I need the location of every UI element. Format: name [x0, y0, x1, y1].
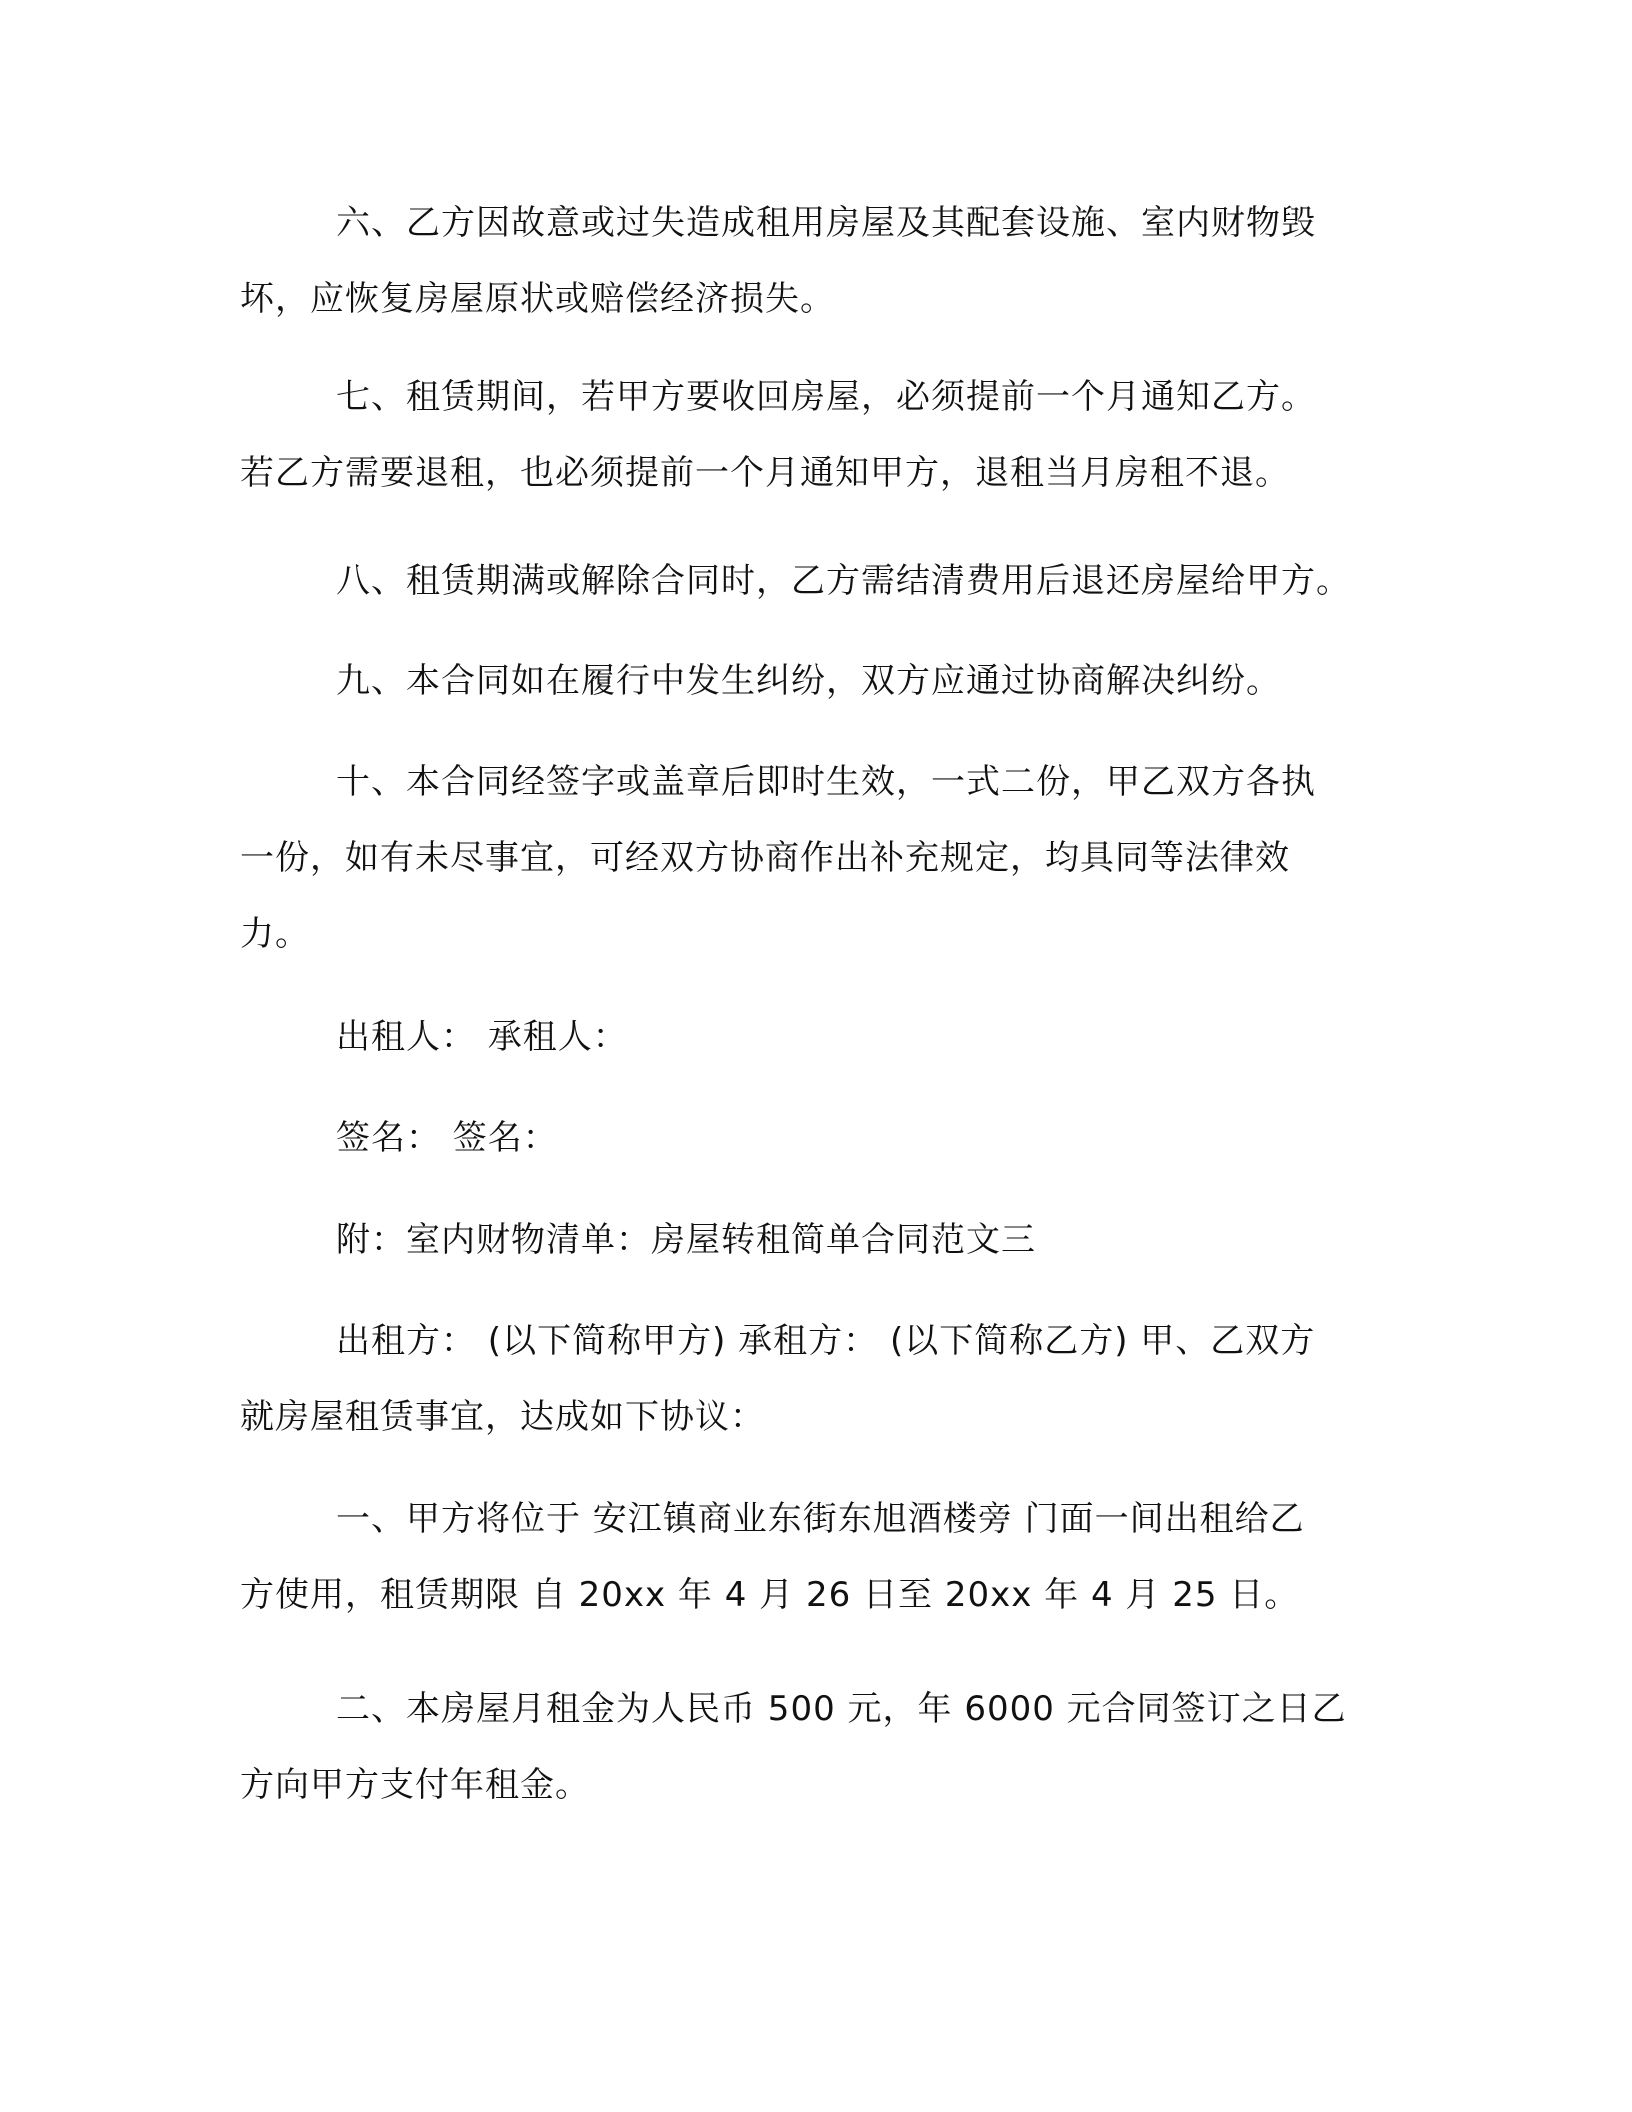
clause-2-line-2: 方向甲方支付年租金。 — [240, 1765, 590, 1805]
clause-9-line-1: 九、本合同如在履行中发生纠纷，双方应通过协商解决纠纷。 — [336, 661, 1281, 701]
clause-8 — [240, 543, 1400, 619]
clause-7 — [240, 359, 1400, 511]
clause-1 — [240, 1481, 1400, 1633]
lessor-lessee-label — [240, 999, 1400, 1075]
clause-6-line-1: 六、乙方因故意或过失造成租用房屋及其配套设施、室内财物毁 — [336, 203, 1316, 243]
attachment-note — [240, 1202, 1400, 1278]
attachment-line: 附：室内财物清单：房屋转租简单合同范文三 — [336, 1220, 1036, 1260]
clause-6-line-2: 坏，应恢复房屋原状或赔偿经济损失。 — [240, 279, 835, 319]
clause-1-line-1: 一、甲方将位于 安江镇商业东街东旭酒楼旁 门面一间出租给乙 — [336, 1499, 1305, 1539]
parties-intro-line-1: 出租方： (以下简称甲方) 承租方： (以下简称乙方) 甲、乙双方 — [336, 1321, 1316, 1361]
parties-intro-line-2: 就房屋租赁事宜，达成如下协议： — [240, 1397, 765, 1437]
signature-label — [240, 1100, 1400, 1176]
clause-7-line-2: 若乙方需要退租，也必须提前一个月通知甲方，退租当月房租不退。 — [240, 453, 1290, 493]
clause-10-line-1: 十、本合同经签字或盖章后即时生效，一式二份，甲乙双方各执 — [336, 762, 1316, 802]
clause-2 — [240, 1671, 1400, 1823]
clause-9 — [240, 643, 1400, 719]
clause-7-line-1: 七、租赁期间，若甲方要收回房屋，必须提前一个月通知乙方。 — [336, 377, 1316, 417]
clause-10-line-3: 力。 — [240, 914, 310, 954]
lessor-lessee-line: 出租人： 承租人： — [336, 1017, 628, 1057]
clause-10-line-2: 一份，如有未尽事宜，可经双方协商作出补充规定，均具同等法律效 — [240, 838, 1290, 878]
clause-8-line-1: 八、租赁期满或解除合同时，乙方需结清费用后退还房屋给甲方。 — [336, 561, 1351, 601]
clause-2-line-1: 二、本房屋月租金为人民币 500 元，年 6000 元合同签订之日乙 — [336, 1689, 1347, 1729]
signature-line: 签名： 签名： — [336, 1118, 558, 1158]
clause-1-line-2: 方使用，租赁期限 自 20xx 年 4 月 26 日至 20xx 年 4 月 25 日。 — [240, 1575, 1300, 1615]
clause-10 — [240, 744, 1400, 972]
clause-6 — [240, 185, 1400, 337]
parties-intro — [240, 1303, 1400, 1455]
